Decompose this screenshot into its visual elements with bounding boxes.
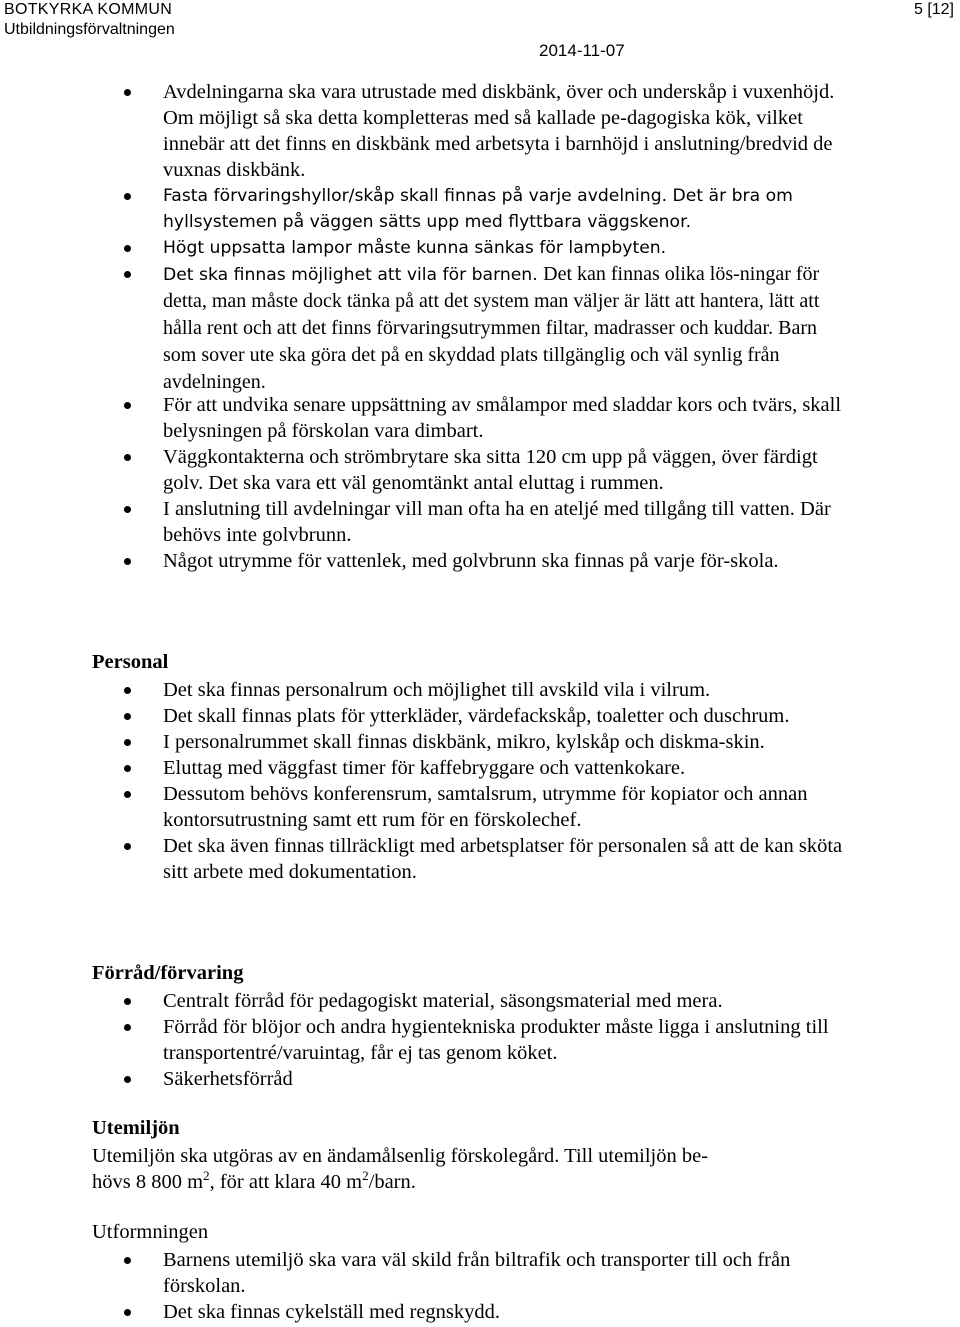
department-name: Utbildningsförvaltningen [4,21,175,38]
bullet-icon [124,998,131,1005]
bullet-icon [124,1309,131,1316]
list-item [0,1014,960,1066]
bullet-icon [124,765,131,772]
bullet-icon [124,506,131,513]
list-item [0,755,960,781]
outdoor-text-b3: /barn. [368,1171,416,1193]
bullet-icon [124,713,131,720]
organization-name: BOTKYRKA KOMMUN [4,1,173,18]
list-item-text: Centralt förråd för pedagogiskt material, säsongsmaterial med mera. [163,990,723,1012]
bullet-icon [124,193,131,200]
bullet-icon [124,402,131,409]
list-item-text: Eluttag med väggfast timer för kaffebryggare och vattenkokare. [163,757,686,779]
list-item [0,677,960,703]
list-item-text: Det ska finnas cykelställ med regnskydd. [163,1301,501,1323]
storage-list [0,988,960,1092]
bullet-icon [124,245,131,252]
superscript-1: 2 [203,1168,210,1184]
bullet-icon [124,739,131,746]
list-item-text: Avdelningarna ska vara utrustade med diskbänk, över och underskåp i vuxenhöjd. Om möjligt så ska detta kompletteras med så kallade pe-dagogiska kök, vilket innebär att det finns en diskbänk med arbetsyta i barnhöjd i anslutning/bredvid de vuxnas diskbänk. [163,81,835,181]
outdoor-paragraph [92,1143,822,1195]
list-item-text: Dessutom behövs konferensrum, samtalsrum, utrymme för kopiator och annan kontorsutrustning samt ett rum för en förskolechef. [163,783,808,831]
list-item [0,1299,960,1325]
list-item-text: Det ska finnas personalrum och möjlighet till avskild vila i vilrum. [163,679,711,701]
list-item-text: Väggkontakterna och strömbrytare ska sitta 120 cm upp på väggen, över färdigt golv. Det ska vara ett väl genomtänkt antal eluttag i rummen. [163,446,818,494]
bullet-icon [124,558,131,565]
facilities-list-continued [0,183,960,396]
bullet-icon [124,843,131,850]
list-item-text: Det ska finnas möjlighet att vila för barnen. [163,265,538,285]
list-item [0,988,960,1014]
list-item-text: I personalrummet skall finnas diskbänk, mikro, kylskåp och diskma-skin. [163,731,765,753]
list-item [0,79,960,183]
list-item-text: Det skall finnas plats för ytterkläder, värdefackskåp, toaletter och duschrum. [163,705,790,727]
list-item-text-continued: Det kan finnas olika lös-ningar för detta, man måste dock tänka på att det system man väljer är lätt att hantera, lätt att hålla rent och att det finns förvaringsutrymmen filtar, madrasser och kuddar. Barn som sover ute ska göra det på en skyddad plats tillgänglig och väl synlig från avdelningen. [163,263,820,393]
bullet-icon [124,1257,131,1264]
section-heading-outdoor: Utemiljön [92,1117,180,1139]
section-heading-design: Utformningen [92,1221,209,1243]
bullet-icon [124,1024,131,1031]
list-item [0,183,960,235]
bullet-icon [124,454,131,461]
outdoor-text-b1: hövs 8 800 m [92,1171,204,1193]
list-item-text: Förråd för blöjor och andra hygientekniska produkter måste ligga i anslutning till transportentré/varuintag, får ej tas genom köket. [163,1016,829,1064]
list-item [0,729,960,755]
list-item [0,496,960,548]
list-item [0,235,960,261]
list-item [0,392,960,444]
page-number: 5 [12] [913,1,954,18]
list-item-text: Säkerhetsförråd [163,1068,293,1090]
superscript-2: 2 [362,1168,369,1184]
list-item-text: Högt uppsatta lampor måste kunna sänkas för lampbyten. [163,238,667,258]
bullet-icon [124,1076,131,1083]
list-item [0,1247,960,1299]
list-item [0,833,960,885]
outdoor-text-b2: , för att klara 40 m [209,1171,363,1193]
list-item [0,548,960,574]
section-heading-storage: Förråd/förvaring [92,962,244,984]
list-item [0,781,960,833]
list-item-text: Barnens utemiljö ska vara väl skild från biltrafik och transporter till och från förskolan. [163,1249,791,1297]
list-item [0,703,960,729]
document-date: 2014-11-07 [539,41,625,60]
personal-list [0,677,960,885]
bullet-icon [124,271,131,278]
list-item-text: För att undvika senare uppsättning av smålampor med sladdar kors och tvärs, skall belysningen på förskolan vara dimbart. [163,394,842,442]
outdoor-text-a: Utemiljön ska utgöras av en ändamålsenlig förskolegård. Till utemiljön be- [92,1145,709,1167]
list-item-text: Något utrymme för vattenlek, med golvbrunn ska finnas på varje för-skola. [163,550,779,572]
facilities-list-lower [0,392,960,574]
bullet-icon [124,791,131,798]
section-heading-personal: Personal [92,651,169,673]
list-item-text: Fasta förvaringshyllor/skåp skall finnas på varje avdelning. Det är bra om hyllsystemen på väggen sätts upp med flyttbara väggskenor. [163,186,793,232]
list-item-text: Det ska även finnas tillräckligt med arbetsplatser för personalen så att de kan sköta sitt arbete med dokumentation. [163,835,843,883]
list-item [0,261,960,396]
list-item [0,1066,960,1092]
bullet-icon [124,89,131,96]
facilities-list [0,79,960,183]
list-item-text: I anslutning till avdelningar vill man ofta ha en ateljé med tillgång till vatten. Där behövs inte golvbrunn. [163,498,831,546]
bullet-icon [124,687,131,694]
design-list [0,1247,960,1325]
list-item [0,444,960,496]
